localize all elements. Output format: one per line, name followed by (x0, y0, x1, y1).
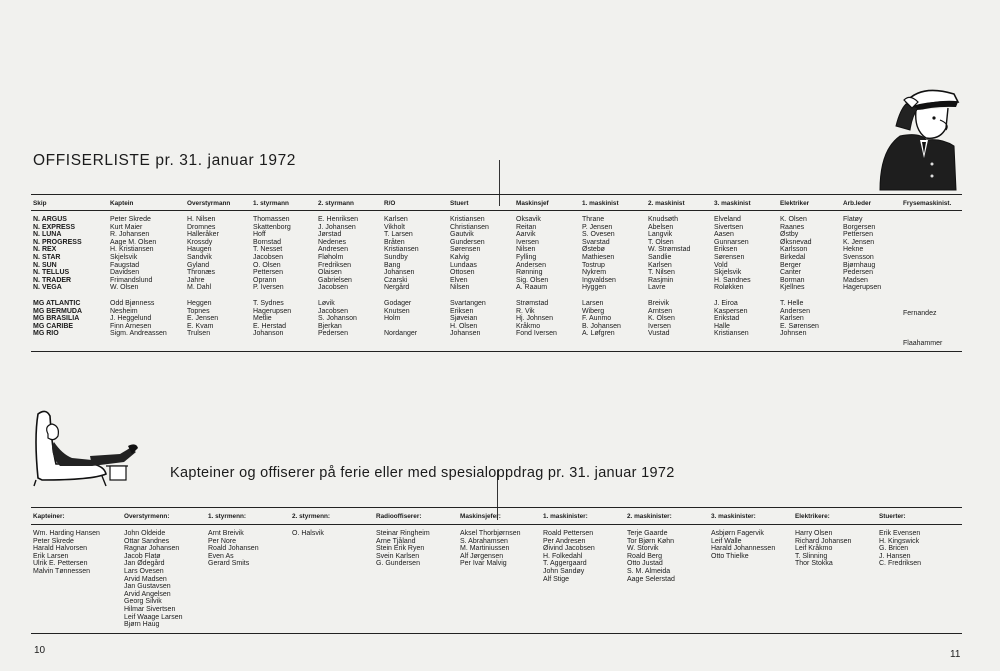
header-skip: Skip (33, 200, 47, 207)
section2-bottom-rule (31, 633, 962, 634)
header-stuert: Stuert (450, 200, 469, 207)
header-2-maskinister: 2. maskinister: (627, 513, 672, 520)
group1-arbleder-list: Flatøy Borgersen Pettersen K. Jensen Hekne Svensson Bjørnhaug Pedersen Madsen Hagerupsen (843, 216, 882, 292)
maskinister3-list: Asbjørn Fagervik Leif Walle Harald Johannessen Otto Thielke (711, 530, 776, 560)
group1-maskinist2-list: Knudsøth Abelsen Langvik T. Olsen W. Strømstad Sandlie Karlsen T. Nilsen Rasjmin Lavre (648, 216, 691, 292)
group2-skip-list: MG ATLANTIC MG BERMUDA MG BRASILIA MG CARIBE MG RIO (33, 300, 82, 338)
styrmenn1-list: Arnt Breivik Per Nore Roald Johansen Even As Gerard Smits (208, 530, 259, 568)
group2-elektriker-list: T. Helle Andersen Karlsen E. Sørensen Johnsen (780, 300, 819, 338)
header-3-maskinist: 3. maskinist (714, 200, 751, 207)
section1-title: OFFISERLISTE pr. 31. januar 1972 (33, 152, 297, 169)
group2-frysemaskinist-list: Fernandez Flaahammer (903, 310, 943, 348)
elektrikere-list: Harry Olsen Richard Johansen Leif Kråkmo T. Slinning Thor Stokka (795, 530, 852, 568)
section2-title: Kapteiner og offiserer på ferie eller med spesialoppdrag pr. 31. januar 1972 (170, 465, 675, 481)
page-number-right: 11 (950, 649, 961, 660)
group2-maskinist1-list: Larsen Wiberg F. Aunmo B. Johansen A. Løfgren (582, 300, 621, 338)
maskinister1-list: Roald Pettersen Per Andresen Øivind Jacobsen H. Folkedahl T. Aggergaard John Sandøy Alf Stige (543, 530, 595, 583)
group1-ro-list: Karlsen Vikholt T. Larsen Bråten Kristiansen Sundby Bang Johansen Czarski Nergård (384, 216, 419, 292)
header-1-styrmenn: 1. styrmenn: (208, 513, 247, 520)
header-arbleder: Arb.leder (843, 200, 872, 207)
header-overstyrmenn: Overstyrmenn: (124, 513, 170, 520)
header-kapteiner: Kapteiner: (33, 513, 65, 520)
page-fold-line (499, 160, 500, 206)
group1-kaptein-list: Peter Skrede Kurt Maier R. Johansen Aage M. Olsen H. Kristiansen Skjelsvik Faugstad Davidsen Frimandslund W. Olsen (110, 216, 157, 292)
group1-maskinist3-list: Elveland Sivertsen Aasen Gunnarsen Eriksen Sørensen Vold Skjelsvik H. Sandnes Roløkken (714, 216, 751, 292)
header-overstyrmann: Overstyrmann (187, 200, 231, 207)
group2-kaptein-list: Odd Bjønness Nesheim J. Heggelund Finn Arnesen Sigm. Andreassen (110, 300, 167, 338)
header-kaptein: Kaptein (110, 200, 134, 207)
overstyrmenn-list: John Oldeide Ottar Sandnes Ragnar Johansen Jacob Flatø Jan Ødegård Lars Ovesen Arvid Madsen Jan Gustavsen Arvid Angelsen Georg Silvik Hilmar Sivertsen Leif Waage Larsen Bjørn Haug (124, 530, 183, 629)
stuerter-list: Erik Evensen H. Kingswick G. Bricen J. Hansen C. Fredriksen (879, 530, 922, 568)
header-2-maskinist: 2. maskinist (648, 200, 685, 207)
group1-overstyrmann-list: H. Nilsen Dromnes Halleråker Krossdy Haugen Sandvik Gyland Thronæs Jahre M. Dahl (187, 216, 219, 292)
section2-header-rule (31, 524, 962, 525)
radiooffiserer-list: Steinar Ringheim Arne Tjåland Stein Erik Ryen Svein Karlsen G. Gundersen (376, 530, 430, 568)
group1-maskinsjef-list: Oksavik Reitan Aarvik Iversen Nilsen Fylling Andersen Rønning Sig. Olsen A. Raaum (516, 216, 549, 292)
header-maskinsjefer: Maskinsjefer: (460, 513, 501, 520)
group2-overstyrmann-list: Heggen Topnes E. Jensen E. Kvam Trulsen (187, 300, 219, 338)
header-elektrikere: Elektrikere: (795, 513, 830, 520)
header-3-maskinister: 3. maskinister: (711, 513, 756, 520)
header-1-maskinister: 1. maskinister: (543, 513, 588, 520)
group2-stuert-list: Svartangen Eriksen Sjøveian H. Olsen Johansen (450, 300, 486, 338)
group1-maskinist1-list: Thrane P. Jensen S. Ovesen Svarstad Østebø Mathiesen Tostrup Nykrem Ingvaldsen Hyggen (582, 216, 616, 292)
header-frysemaskinist: Frysemaskinist. (903, 200, 952, 207)
header-2-styrmenn: 2. styrmenn: (292, 513, 331, 520)
styrmenn2-list: O. Halsvik (292, 530, 324, 537)
group1-styrmann1-list: Thomassen Skattenborg Hoff Bornstad T. Nesset Jacobsen O. Olsen Pettersen Oprann P. Iversen (253, 216, 291, 292)
maskinsjefer-list: Aksel Thorbjørnsen S. Abrahamsen M. Martiniussen Alf Jørgensen Per Ivar Malvig (460, 530, 521, 568)
group1-stuert-list: Kristiansen Christiansen Gautvik Gundersen Sørensen Kalvig Lundaas Ottosen Elven Nilsen (450, 216, 489, 292)
section1-top-rule (31, 194, 962, 195)
reclining-man-illustration-icon (32, 408, 140, 488)
header-maskinsjef: Maskinsjef (516, 200, 549, 207)
group2-styrmann2-list: Løvik Jacobsen S. Johanson Bjerkan Pedersen (318, 300, 357, 338)
header-ro: R/O (384, 200, 396, 207)
page-number-left: 10 (34, 645, 46, 656)
group1-skip-list: N. ARGUS N. EXPRESS N. LUNA N. PROGRESS N. REX N. STAR N. SUN N. TELLUS N. TRADER N. VEGA (33, 216, 82, 292)
section2-top-rule (31, 507, 962, 508)
section1-header-rule (31, 210, 962, 211)
maskinister2-list: Terje Gaarde Tor Bjørn Køhn W. Storvik Roald Berg Otto Justad S. M. Almeida Aage Selerstad (627, 530, 675, 583)
header-stuerter: Stuerter: (879, 513, 906, 520)
header-radiooffiserer: Radiooffiserer: (376, 513, 422, 520)
group1-elektriker-list: K. Olsen Raanes Østby Øksnevad Karlsson Birkedal Berger Canter Borman Kjellnes (780, 216, 812, 292)
header-1-maskinist: 1. maskinist (582, 200, 619, 207)
section1-bottom-rule (31, 351, 962, 352)
header-1-styrmann: 1. styrmann (253, 200, 289, 207)
header-elektriker: Elektriker (780, 200, 810, 207)
header-2-styrmann: 2. styrmann (318, 200, 354, 207)
group2-maskinsjef-list: Strømstad R. Vik Hj. Johnsen Kråkmo Fond Iversen (516, 300, 557, 338)
group2-maskinist3-list: J. Eiroa Kaspersen Erikstad Halle Kristiansen (714, 300, 749, 338)
group2-styrmann1-list: T. Sydnes Hagerupsen Metlie E. Herstad Johanson (253, 300, 292, 338)
group2-ro-list: Godager Knutsen Holm Nordanger (384, 300, 418, 338)
captain-saluting-illustration-icon (876, 80, 966, 192)
group1-styrmann2-list: E. Henriksen J. Johansen Jørstad Nedenes Andresen Fløholm Fredriksen Olaisen Gabrielsen Jacobsen (318, 216, 359, 292)
kapteiner-list: Wm. Harding Hansen Peter Skrede Harald Halvorsen Erik Larsen Ulrik E. Pettersen Malvin Tønnessen (33, 530, 100, 575)
group2-maskinist2-list: Breivik Arntsen K. Olsen Iversen Vustad (648, 300, 675, 338)
